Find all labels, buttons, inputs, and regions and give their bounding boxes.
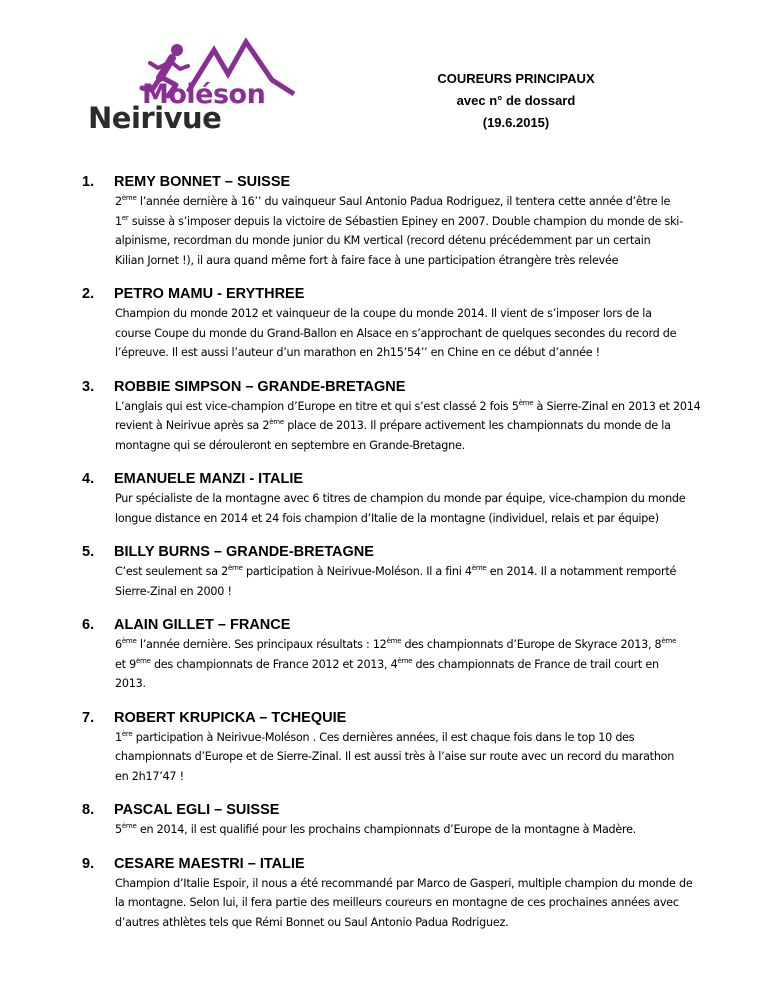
ordinal-suffix: ème [397,656,413,665]
text-segment: longue distance en 2014 et 24 fois champion d’Italie de la montagne (individuel, relais et par équipe) [115,511,659,525]
logo-word-moleson: Moléson [142,79,266,110]
description-line [115,874,722,894]
description-line [115,416,722,436]
description-line [115,212,722,232]
runner-description [115,728,722,787]
ordinal-suffix: ème [518,398,534,407]
text-segment: en 2014, il est qualifié pour les prochains championnats d’Europe de la montagne à Madère. [136,823,637,836]
runner-number: 4. [82,471,95,487]
runner-entry [82,377,722,456]
ordinal-suffix: ère [121,729,133,738]
runner-name: ALAIN GILLET – FRANCE [114,617,291,633]
runner-heading [82,172,722,192]
text-segment: l’épreuve. Il est aussi l’auteur d’un marathon en 2h15’54’’ en Chine en ce début d’année ! [115,346,600,359]
text-segment: 6 [115,638,122,651]
text-segment: à Sierre-Zinal en 2013 et 2014 [533,399,701,413]
description-line [115,231,722,251]
text-segment: Pur spécialiste de la montagne avec 6 titres de champion du monde par équipe, vice-champion du monde [115,492,686,505]
runner-heading [82,854,722,874]
description-line [115,436,722,456]
runner-heading [82,615,722,635]
text-segment: 5 [115,823,122,836]
ordinal-suffix: ème [121,637,137,645]
runner-number: 7. [82,709,95,726]
text-segment: 1 [115,730,122,744]
runner-name: ROBBIE SIMPSON – GRANDE-BRETAGNE [114,378,406,395]
text-segment: Kilian Jornet !), il aura quand même fort à faire face à une participation étrangère très relevée [115,253,619,267]
description-line [115,343,722,363]
runner-list [82,172,722,946]
runner-heading [82,469,722,489]
description-line [115,304,722,324]
description-line [115,509,722,529]
text-segment: en 2014. Il a notamment remporté [486,565,677,578]
runner-description [115,820,722,840]
runner-entry [82,854,722,933]
runner-entry [82,615,722,694]
runner-description [115,562,722,601]
header-title: COUREURS PRINCIPAUX [437,71,595,86]
ordinal-suffix: ème [135,656,151,665]
text-segment: des championnats d’Europe de Skyrace 2013, 8 [401,638,662,651]
event-logo [88,36,300,135]
document-header [410,68,622,134]
runner-entry [82,542,722,601]
text-segment: montagne qui se dérouleront en septembre en Grande-Bretagne. [115,438,465,452]
text-segment: 2013. [115,677,146,690]
text-segment: et 9 [115,657,136,671]
text-segment: des championnats de France de trail court en [412,657,659,671]
description-line [115,562,722,582]
description-line [115,674,722,694]
runner-entry [82,284,722,363]
ordinal-suffix: ème [228,564,243,572]
runner-heading [82,284,722,304]
description-line [115,582,722,602]
ordinal-suffix: ème [121,194,137,202]
text-segment: la montagne. Selon lui, il fera partie des meilleurs coureurs en montagne de ces prochaines années avec [115,896,679,909]
runner-heading [82,800,722,820]
runner-description [115,192,722,270]
runner-name: PASCAL EGLI – SUISSE [114,802,280,818]
runner-description [115,489,722,528]
runner-number: 9. [82,855,95,872]
description-line [115,913,722,933]
text-segment: revient à Neirivue après sa 2 [115,419,270,432]
runner-name: REMY BONNET – SUISSE [114,174,291,190]
ordinal-suffix: ème [471,564,487,572]
runner-description [115,397,722,456]
runner-entry [82,469,722,528]
runner-description [115,304,722,363]
text-segment: participation à Neirivue-Moléson . Ces dernières années, il est chaque fois dans le top 10 des [132,730,635,744]
text-segment: participation à Neirivue-Moléson. Il a fini 4 [242,565,472,578]
runner-heading [82,542,722,562]
ordinal-suffix: ème [269,418,284,426]
description-line [115,251,722,271]
logo-word-neirivue: Neirivue [88,101,222,135]
ordinal-suffix: ème [661,637,677,645]
header-subtitle: avec n° de dossard [456,93,576,108]
ordinal-suffix: ème [121,822,137,830]
text-segment: Champion d’Italie Espoir, il nous a été recommandé par Marco de Gasperi, multiple champion du monde de [115,876,693,890]
description-line [115,324,722,344]
description-line [115,635,722,655]
text-segment: alpinisme, recordman du monde junior du KM vertical (record détenu précédemment par un certain [115,234,651,247]
runner-number: 2. [82,286,95,302]
runner-name: CESARE MAESTRI – ITALIE [114,855,305,872]
description-line [115,397,722,417]
ordinal-suffix: er [121,213,129,222]
runner-number: 8. [82,802,95,818]
description-line [115,489,722,509]
text-segment: d’autres athlètes tels que Rémi Bonnet ou Saul Antonio Padua Rodriguez. [115,915,509,929]
text-segment: Sierre-Zinal en 2000 ! [115,584,232,598]
runner-heading [82,708,722,728]
text-segment: C’est seulement sa 2 [115,565,228,578]
text-segment: 1 [115,214,122,228]
runner-number: 3. [82,378,95,395]
text-segment: suisse à s’imposer depuis la victoire de Sébastien Epiney en 2007. Double champion du monde de ski- [128,214,683,228]
runner-heading [82,377,722,397]
description-line [115,820,722,840]
header-date: (19.6.2015) [482,115,550,130]
text-segment: Champion du monde 2012 et vainqueur de la coupe du monde 2014. Il vient de s’imposer lors de la [115,307,652,320]
runner-entry [82,172,722,270]
description-line [115,192,722,212]
description-line [115,893,722,913]
runner-number: 1. [82,174,95,190]
description-line [115,767,722,787]
runner-number: 6. [82,617,95,633]
text-segment: l’année dernière à 16’’ du vainqueur Saul Antonio Padua Rodriguez, il tentera cette année d’être le [136,195,671,208]
runner-description [115,874,722,933]
text-segment: place de 2013. Il prépare activement les championnats du monde de la [283,419,671,432]
description-line [115,747,722,767]
text-segment: des championnats de France 2012 et 2013, 4 [150,657,398,671]
description-line [115,728,722,748]
runner-name: ROBERT KRUPICKA – TCHEQUIE [114,709,347,726]
text-segment: L’anglais qui est vice-champion d’Europe en titre et qui s’est classé 2 fois 5 [115,399,519,413]
runner-name: PETRO MAMU - ERYTHREE [114,286,305,302]
runner-name: EMANUELE MANZI - ITALIE [114,471,304,487]
text-segment: course Coupe du monde du Grand-Ballon en Alsace en s’approchant de quelques secondes du record de [115,326,677,340]
text-segment: l’année dernière. Ses principaux résultats : 12 [136,638,387,651]
runner-entry [82,708,722,787]
text-segment: championnats d’Europe et de Sierre-Zinal. Il est aussi très à l’aise sur route avec un record du marathon [115,750,675,763]
runner-description [115,635,722,694]
text-segment: en 2h17’47 ! [115,769,184,783]
runner-name: BILLY BURNS – GRANDE-BRETAGNE [114,544,374,560]
ordinal-suffix: ème [386,637,402,645]
runner-entry [82,800,722,840]
runner-number: 5. [82,544,95,560]
text-segment: 2 [115,195,122,208]
description-line [115,655,722,675]
